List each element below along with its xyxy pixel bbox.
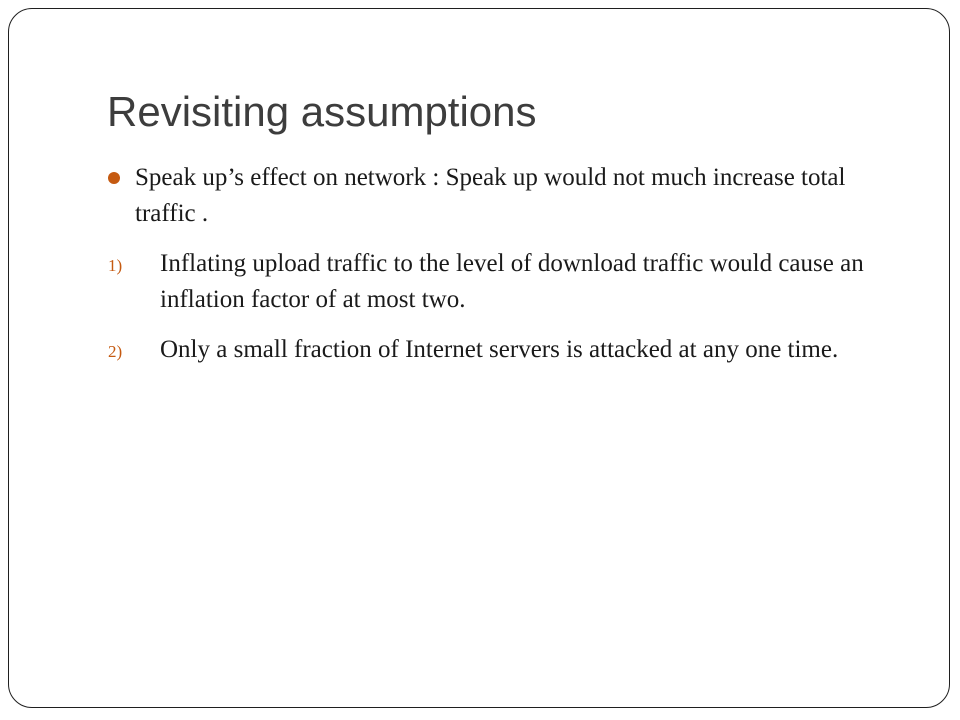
number-marker: 2) (108, 342, 123, 361)
number-marker: 1) (108, 256, 123, 275)
bullet-item (107, 160, 877, 232)
bullet-dot-icon (108, 172, 120, 184)
bullet-text: Speak up’s effect on network : Speak up would not much increase total traffic . (135, 164, 846, 227)
numbered-item-1 (107, 246, 877, 318)
numbered-text: Only a small fraction of Internet servers is attacked at any one time. (160, 336, 839, 363)
numbered-text: Inflating upload traffic to the level of download traffic would cause an inflation factor of at most two. (160, 250, 864, 313)
slide-content (107, 160, 877, 382)
slide-title: Revisiting assumptions (107, 88, 537, 135)
numbered-item-2 (107, 332, 877, 368)
